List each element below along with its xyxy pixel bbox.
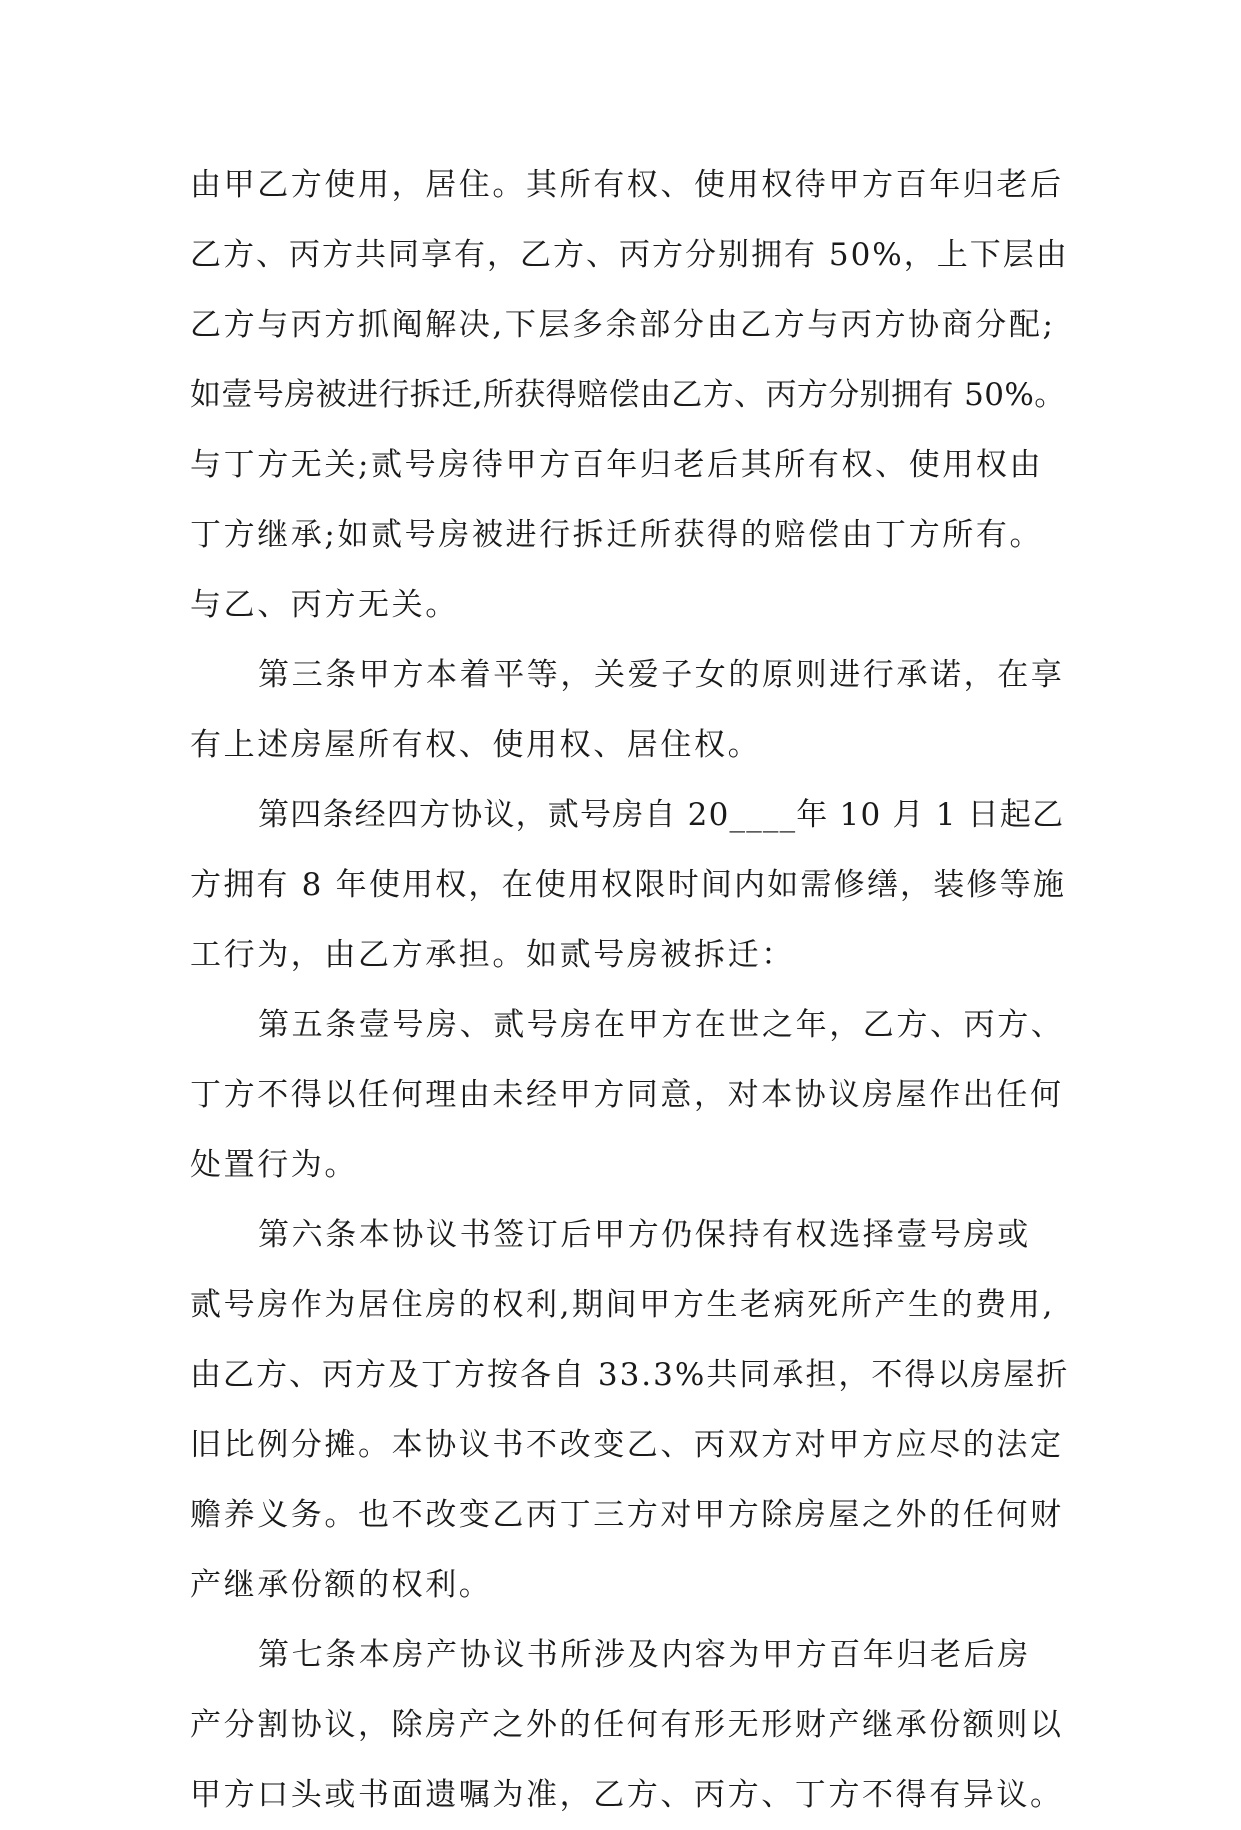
- text-line: 处置行为。: [190, 1147, 358, 1183]
- text-line: 与丁方无关;贰号房待甲方百年归老后其所有权、使用权由: [190, 447, 1044, 483]
- paragraph-start-line: 第三条甲方本着平等，关爱子女的原则进行承诺，在享: [258, 657, 1065, 693]
- text-line: 丁方不得以任何理由未经甲方同意，对本协议房屋作出任何: [190, 1077, 1064, 1113]
- text-line: 产分割协议，除房产之外的任何有形无形财产继承份额则以: [190, 1707, 1064, 1743]
- text-line: 乙方、丙方共同享有，乙方、丙方分别拥有 50%，上下层由: [190, 237, 1069, 273]
- text-line: 贰号房作为居住房的权利,期间甲方生老病死所产生的费用,: [190, 1287, 1055, 1323]
- text-line: 旧比例分摊。本协议书不改变乙、丙双方对甲方应尽的法定: [190, 1427, 1064, 1463]
- text-line: 丁方继承;如贰号房被进行拆迁所获得的赔偿由丁方所有。: [190, 517, 1044, 553]
- document-body: [190, 150, 1070, 1830]
- text-line: 如壹号房被进行拆迁,所获得赔偿由乙方、丙方分别拥有 50%。: [190, 377, 1066, 413]
- text-line: 甲方口头或书面遗嘱为准，乙方、丙方、丁方不得有异议。: [190, 1777, 1064, 1813]
- text-line: 方拥有 8 年使用权，在使用权限时间内如需修缮，装修等施: [190, 867, 1067, 903]
- paragraph-start-line: 第四条经四方协议，贰号房自 20____年 10 月 1 日起乙: [258, 797, 1065, 833]
- text-line: 乙方与丙方抓阄解决,下层多余部分由乙方与丙方协商分配;: [190, 307, 1056, 343]
- text-line: 由甲乙方使用，居住。其所有权、使用权待甲方百年归老后: [190, 167, 1064, 203]
- text-line: 与乙、丙方无关。: [190, 587, 459, 623]
- paragraph-start-line: 第七条本房产协议书所涉及内容为甲方百年归老后房: [258, 1637, 1031, 1673]
- text-line: 由乙方、丙方及丁方按各自 33.3%共同承担，不得以房屋折: [190, 1357, 1070, 1393]
- text-line: 赡养义务。也不改变乙丙丁三方对甲方除房屋之外的任何财: [190, 1497, 1064, 1533]
- paragraph-start-line: 第六条本协议书签订后甲方仍保持有权选择壹号房或: [258, 1217, 1031, 1253]
- paragraph-start-line: 第五条壹号房、贰号房在甲方在世之年，乙方、丙方、: [258, 1007, 1065, 1043]
- text-line: 有上述房屋所有权、使用权、居住权。: [190, 727, 762, 763]
- text-line: 工行为，由乙方承担。如贰号房被拆迁：: [190, 937, 795, 973]
- text-line: 产继承份额的权利。: [190, 1567, 493, 1603]
